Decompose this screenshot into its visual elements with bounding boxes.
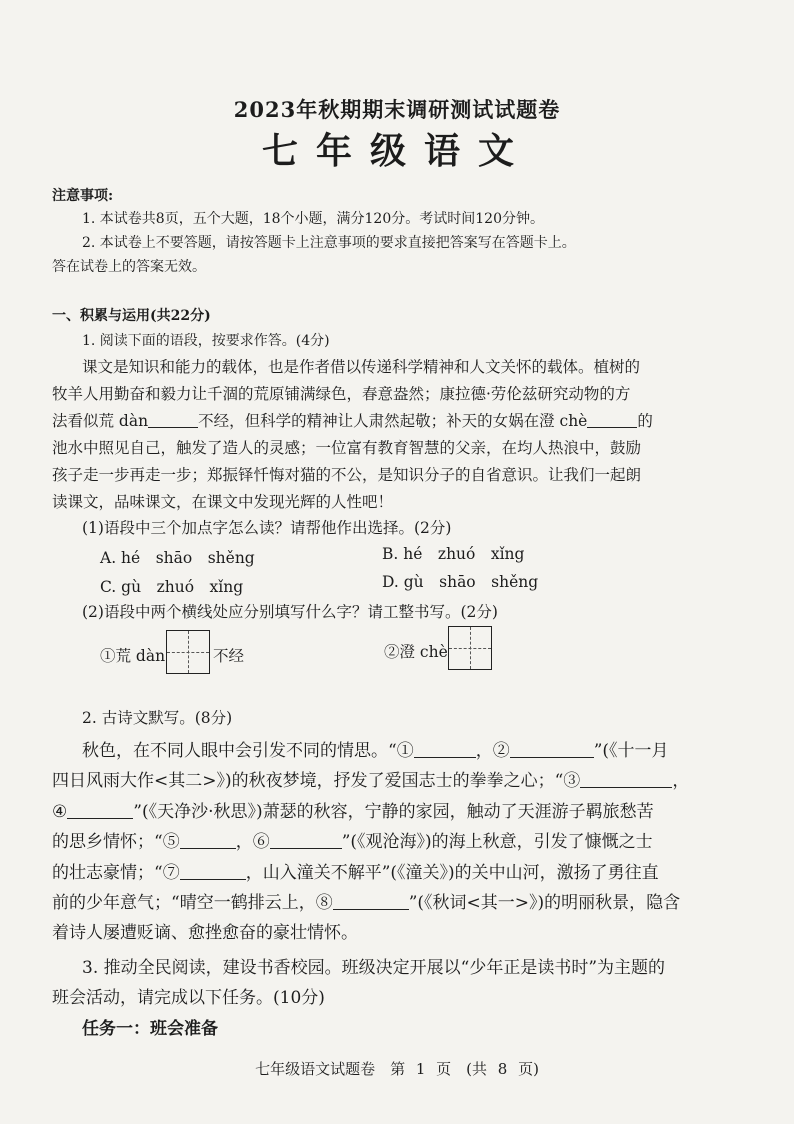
section1-heading: 一、积累与运用(共22分) [52,308,211,324]
poem-text: 四日风雨大作<其二>》)的秋夜梦境，抒发了爱国志士的拳拳之心；“③ [52,771,581,791]
fill1-suffix: 不经 [213,647,245,665]
passage-text: 的 [637,412,653,430]
poem-text: 的思乡情怀；“⑤ [52,832,180,852]
notes-item-2b: 答在试卷上的答案无效。 [52,259,206,275]
poem-text: ”(《十一月 [593,741,669,761]
q2-line [52,827,653,852]
notes-item-2a: 2. 本试卷上不要答题，请按答题卡上注意事项的要求直接把答案写在答题卡上。 [82,235,576,251]
poem-text: ”(《秋词<其一>》)的明丽秋景，隐含 [408,893,681,913]
blank-line [414,740,476,758]
poem-text: ④ [52,802,68,822]
blank-line [148,412,198,429]
q3-line-1: 3. 推动全民阅读，建设书香校园。班级决定开展以“少年正是读书时”为主题的 [82,958,666,978]
q2-line [52,858,659,883]
poem-text: 前的少年意气；“晴空一鹤排云上，⑧ [52,893,333,913]
q3-task1: 任务一：班会准备 [82,1019,218,1039]
passage-text: 不经，但科学的精神让人肃然起敬；补天的女娲在澄 chè [198,412,588,430]
q1-passage-line [52,409,653,431]
poem-text: ， [672,771,690,791]
q1-passage-line: 牧羊人用勤奋和毅力让千涸的荒原铺满绿色，春意盎然；康拉德·劳伦兹研究动物的方 [52,385,631,403]
passage-text: 法看似荒 dàn [52,412,149,430]
option-a: A. hé shāo shěng [100,549,255,567]
q1-passage-line: 读课文，品味课文，在课文中发现光辉的人性吧！ [52,493,394,511]
option-b: B. hé zhuó xǐng [382,545,525,563]
blank-line [587,412,637,429]
q1-passage-line: 孩子走一步再走一步；郑振铎忏悔对猫的不公，是知识分子的自省意识。让我们一起朗 [52,466,642,484]
q1-prompt: 1. 阅读下面的语段，按要求作答。(4分) [82,333,330,349]
blank-line [180,862,246,880]
q1-passage-line: 池水中照见自己，触发了造人的灵感；一位富有教育智慧的父亲，在均人热浪中，鼓励 [52,439,642,457]
q1-passage-line: 课文是知识和能力的载体，也是作者借以传递科学精神和人文关怀的载体。植树的 [82,358,641,376]
notes-item-1: 1. 本试卷共8页，五个大题，18个小题，满分120分。考试时间120分钟。 [82,211,544,227]
q2-line [52,888,680,913]
notes-heading: 注意事项: [52,188,114,204]
q2-line: 着诗人屡遭贬谪、愈挫愈奋的豪壮情怀。 [52,923,358,943]
poem-text: ”(《天净沙·秋思》)萧瑟的秋容，宁静的家园，触动了天涯游子羁旅愁苦 [133,802,654,822]
q3-line-2: 班会活动，请完成以下任务。(10分) [52,988,325,1008]
q1-sub1: (1)语段中三个加点字怎么读？请帮他作出选择。(2分) [82,519,452,537]
exam-subject: 七年级语文 [261,130,532,172]
q2-line [52,766,689,791]
poem-text: ，② [475,741,510,761]
blank-line [270,831,342,849]
answer-box-1 [166,630,210,674]
blank-line [67,801,133,819]
poem-text: ”(《观沧海》)的海上秋意，引发了慷慨之士 [341,832,653,852]
exam-title: 2023年秋期期末调研测试试题卷 [233,97,561,122]
page-footer: 七年级语文试题卷 第 1 页 (共 8 页) [255,1060,539,1078]
blank-line [510,740,594,758]
poem-text: ，山入潼关不解平”(《潼关》)的关中山河，激扬了勇往直 [245,863,659,883]
option-d: D. gù shāo shěng [382,573,539,591]
option-c: C. gù zhuó xǐng [100,578,244,596]
blank-line [580,770,672,788]
poem-text: 的壮志豪情；“⑦ [52,863,180,883]
fill2-label: ②澄 chè [384,643,448,661]
q2-line [82,736,669,761]
q1-sub2: (2)语段中两个横线处应分别填写什么字？请工整书写。(2分) [82,603,498,621]
answer-box-2 [448,626,492,670]
q2-prompt: 2. 古诗文默写。(8分) [82,709,233,727]
blank-line [333,892,409,910]
poem-text: ，⑥ [235,832,270,852]
fill1-label: ①荒 dàn [100,647,166,665]
q2-line [52,797,654,822]
poem-text: 秋色，在不同人眼中会引发不同的情思。“① [82,741,414,761]
blank-line [180,831,236,849]
